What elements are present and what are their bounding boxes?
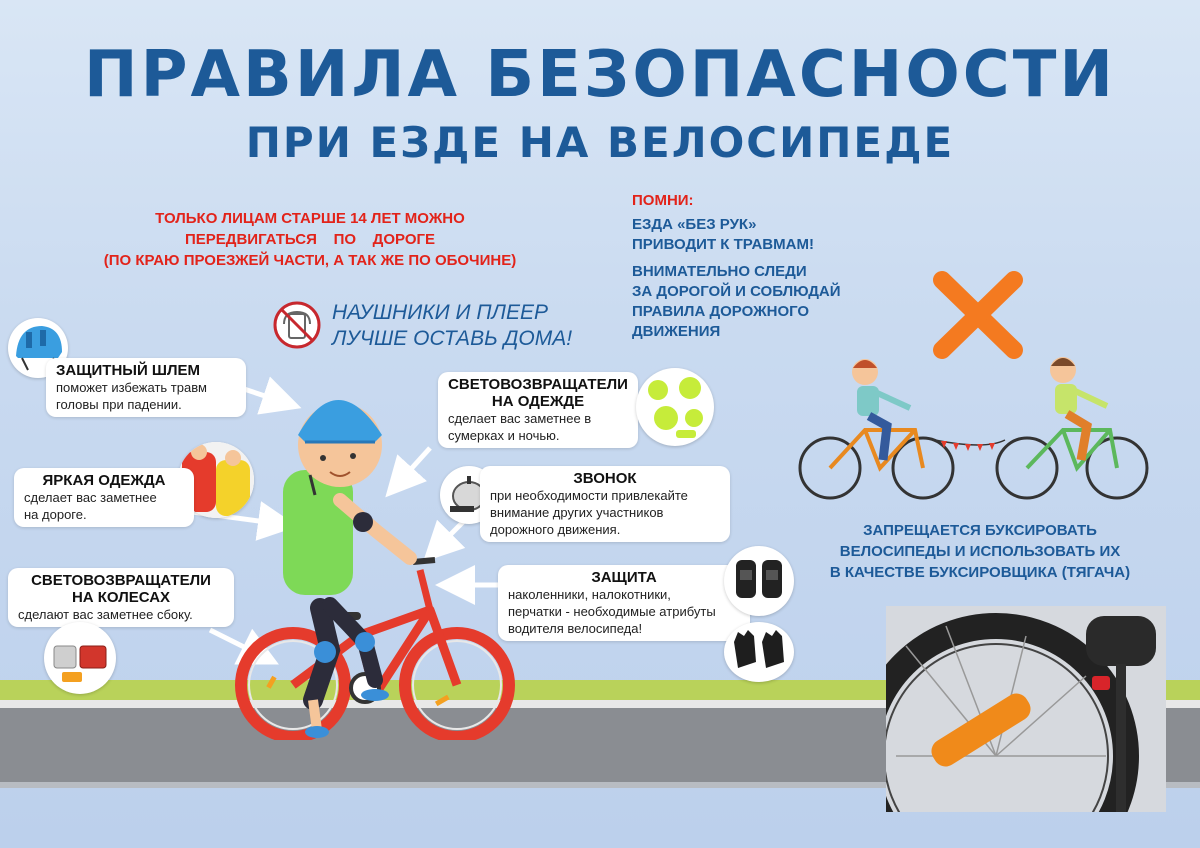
follow-line1: ВНИМАТЕЛЬНО СЛЕДИ <box>632 263 807 280</box>
bell-card-line3: дорожного движения. <box>490 522 621 537</box>
wheel-reflector-photo <box>886 606 1166 812</box>
helmet-card-line1: поможет избежать травм <box>56 380 207 395</box>
gloves-icon <box>724 622 794 682</box>
wheels-card-line1: сделают вас заметнее сбоку. <box>18 607 193 622</box>
age-rule-line3: (ПО КРАЮ ПРОЕЗЖЕЙ ЧАСТИ, А ТАК ЖЕ ПО ОБОЧИНЕ) <box>103 252 517 269</box>
towing-warning <box>780 520 1180 583</box>
clothing-card-line1: сделает вас заметнее в <box>448 411 592 426</box>
bright-card-line1: сделает вас заметнее <box>24 490 157 505</box>
headphones-line2: ЛУЧШЕ ОСТАВЬ ДОМА! <box>332 327 573 350</box>
towing-line2: ВЕЛОСИПЕДЫ И ИСПОЛЬЗОВАТЬ ИХ <box>839 543 1121 560</box>
age-rule-line2: ПЕРЕДВИГАТЬСЯ ПО ДОРОГЕ <box>184 231 436 248</box>
bell-card-title: ЗВОНОК <box>573 470 637 487</box>
age-rule-line1: ТОЛЬКО ЛИЦАМ СТАРШЕ 14 ЛЕТ МОЖНО <box>155 210 465 227</box>
age-rule <box>40 208 580 271</box>
wheels-card-title2: НА КОЛЕСАХ <box>71 589 171 606</box>
bell-card-line2: внимание других участников <box>490 505 664 520</box>
no-headphones-icon <box>272 300 322 350</box>
reflector-icon <box>44 622 116 694</box>
clothing-card-title1: СВЕТОВОЗВРАЩАТЕЛИ <box>448 376 628 393</box>
helmet-card-line2: головы при падении. <box>56 397 182 412</box>
wheel-reflectors-card <box>8 568 234 627</box>
no-hands-warning <box>632 215 872 255</box>
towing-illustration <box>795 350 1160 500</box>
cross-icon <box>930 270 1026 360</box>
no-hands-line1: ЕЗДА «БЕЗ РУК» <box>632 216 757 233</box>
clothing-reflectors-card <box>438 372 638 448</box>
protection-card <box>498 565 750 641</box>
bell-card <box>480 466 730 542</box>
follow-rules-text <box>632 262 912 342</box>
protection-card-line1: наколенники, налокотники, <box>508 587 671 602</box>
bell-card-line1: при необходимости привлекайте <box>490 488 688 503</box>
remember-label: ПОМНИ: <box>632 192 694 209</box>
bright-card-line2: на дороге. <box>24 507 87 522</box>
protection-card-title: ЗАЩИТА <box>591 569 657 586</box>
helmet-card-title: ЗАЩИТНЫЙ ШЛЕМ <box>56 362 201 379</box>
clothing-card-line2: сумерках и ночью. <box>448 428 560 443</box>
clothing-card-title2: НА ОДЕЖДЕ <box>491 393 585 410</box>
follow-line4: ДВИЖЕНИЯ <box>632 323 721 340</box>
page-title: ПРАВИЛА БЕЗОПАСНОСТИ <box>84 38 1116 112</box>
bright-clothing-card <box>14 468 194 527</box>
wheels-card-title1: СВЕТОВОЗВРАЩАТЕЛИ <box>31 572 211 589</box>
page-subtitle: ПРИ ЕЗДЕ НА ВЕЛОСИПЕДЕ <box>245 118 955 167</box>
follow-line2: ЗА ДОРОГОЙ И СОБЛЮДАЙ <box>632 283 841 300</box>
towing-line3: В КАЧЕСТВЕ БУКСИРОВЩИКА (ТЯГАЧА) <box>829 564 1131 581</box>
protection-card-line2: перчатки - необходимые атрибуты <box>508 604 716 619</box>
knee-pads-icon <box>724 546 794 616</box>
reflective-stickers-icon <box>636 368 714 446</box>
bright-card-title: ЯРКАЯ ОДЕЖДА <box>42 472 166 489</box>
follow-line3: ПРАВИЛА ДОРОЖНОГО <box>632 303 810 320</box>
no-hands-line2: ПРИВОДИТ К ТРАВМАМ! <box>632 236 814 253</box>
headphones-notice <box>332 300 572 352</box>
towing-line1: ЗАПРЕЩАЕТСЯ БУКСИРОВАТЬ <box>863 522 1097 539</box>
helmet-card <box>46 358 246 417</box>
protection-card-line3: водителя велосипеда! <box>508 621 643 636</box>
headphones-line1: НАУШНИКИ И ПЛЕЕР <box>332 301 548 324</box>
